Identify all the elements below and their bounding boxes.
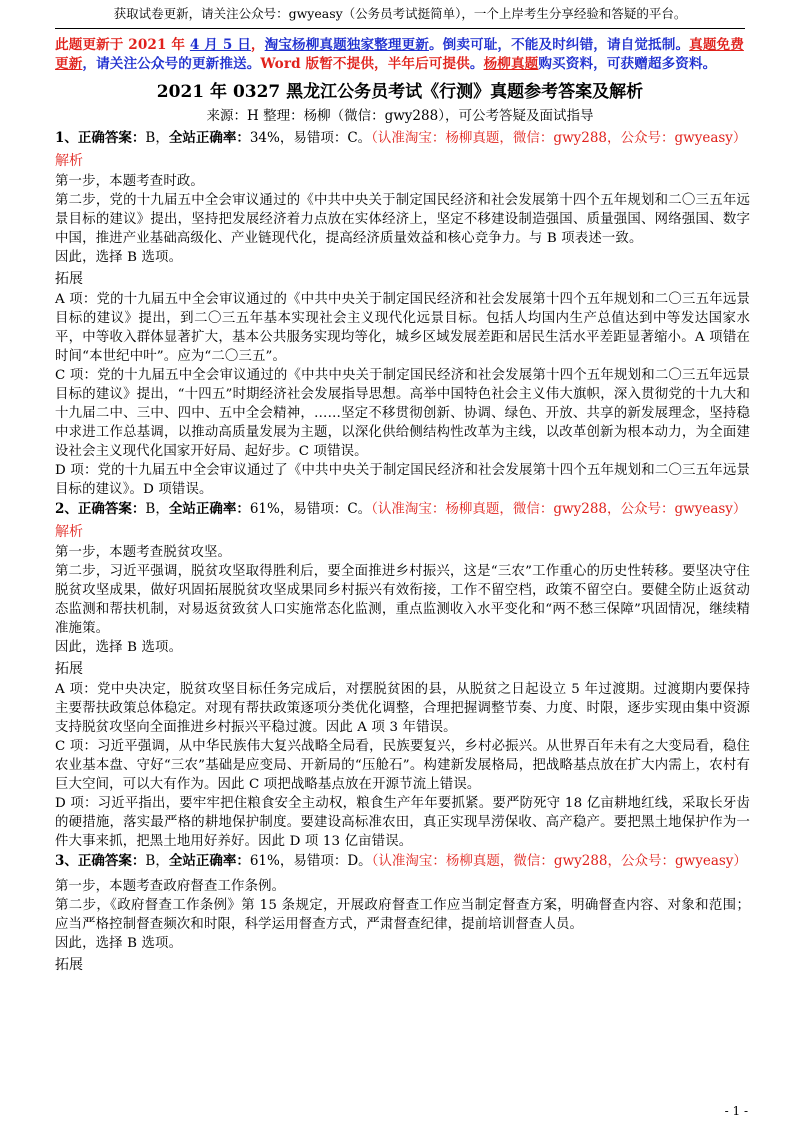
notice-text-2: ， xyxy=(250,37,265,53)
analysis-paragraph: 第二步，党的十九届五中全会审议通过的《中共中央关于制定国民经济和社会发展第十四个五年规划和二〇三五年远景目标的建议》提出，坚持把发展经济着力点放在实体经济上，坚定不移建设制造强国、质量强国、网络强国、数字中国，推进产业基础高级化、产业链现代化，提高经济质量效益和核心竞争力。与 B 项表述一致。 xyxy=(55,193,750,246)
notice-text-1: 此题更新于 2021 年 xyxy=(55,37,190,53)
promo-text: （认准淘宝：杨柳真题，微信：gwy288，公众号：gwyeasy） xyxy=(371,130,747,146)
questions-content xyxy=(55,128,750,976)
top-banner: 获取试卷更新，请关注公众号：gwyeasy（公务员考试挺简单），一个上岸考生分享经验和答疑的平台。 xyxy=(113,6,687,21)
question-answer-line: 1、正确答案：B，全站正确率：34%，易错项：C。（认准淘宝：杨柳真题，微信：gwy288，公众号：gwyeasy） xyxy=(55,130,747,146)
extension-paragraph: A 项：党中央决定，脱贫攻坚目标任务完成后，对摆脱贫困的县，从脱贫之日起设立 5 年过渡期。过渡期内要保持主要帮扶政策总体稳定。对现有帮扶政策逐项分类优化调整，合理把握调整节奏、力度、时限，逐步实现由集中资源支持脱贫攻坚向全面推进乡村振兴平稳过渡。因此 A 项 3 年错误。 xyxy=(55,682,750,735)
header-rule xyxy=(55,28,745,29)
question-block-3 xyxy=(55,851,750,976)
extension-heading: 拓展 xyxy=(55,271,83,287)
notice-text-4: ，请关注公众号的更新推送。 xyxy=(82,56,261,72)
analysis-paragraph: 第一步，本题考查时政。 xyxy=(55,174,204,189)
analysis-paragraph: 因此，选择 B 选项。 xyxy=(55,250,183,265)
analysis-paragraph: 第二步，习近平强调，脱贫攻坚取得胜利后，要全面推进乡村振兴，这是“三农”工作重心的历史性转移。要坚决守住脱贫攻坚成果，做好巩固拓展脱贫攻坚成果同乡村振兴有效衔接，工作不留空档，政策不留空白。要健全防止返贫动态监测和帮扶机制，对易返贫致贫人口实施常态化监测，重点监测收入水平变化和“两不愁三保障”巩固情况，继续精准施策。 xyxy=(55,564,750,636)
analysis-paragraph: 第二步，《政府督查工作条例》第 15 条规定，开展政府督查工作应当制定督查方案，明确督查内容、对象和范围；应当严格控制督查频次和时限，科学运用督查方式，严肃督查纪律，提前培训督查人员。 xyxy=(55,898,750,932)
notice-text-5: 。 xyxy=(469,56,484,72)
question-block-1 xyxy=(55,128,750,499)
extension-paragraph: D 项：习近平指出，要牢牢把住粮食安全主动权，粮食生产年年要抓紧。要严防死守 18 亿亩耕地红线，采取长牙齿的硬措施，落实最严格的耕地保护制度。要建设高标准农田，真正实现旱涝保收、高产稳产。要把黑土地保护作为一件大事来抓，把黑土地用好养好。因此 D 项 13 亿亩错误。 xyxy=(55,796,750,849)
analysis-heading: 解析 xyxy=(55,524,83,540)
analysis-paragraph: 因此，选择 B 选项。 xyxy=(55,936,183,951)
analysis-paragraph: 第一步，本题考查脱贫攻坚。 xyxy=(55,545,232,560)
analysis-heading: 解析 xyxy=(55,153,83,169)
document-source: 来源：H 整理：杨柳（微信：gwy288），可公考答疑及面试指导 xyxy=(206,108,594,124)
update-notice xyxy=(55,36,750,74)
notice-text-3: 。倒卖可耻，不能及时纠错，请自觉抵制。 xyxy=(428,37,690,53)
question-answer-line: 2、正确答案：B，全站正确率：61%，易错项：C。（认准淘宝：杨柳真题，微信：gwy288，公众号：gwyeasy） xyxy=(55,501,747,517)
notice-taobao-link[interactable]: 淘宝杨柳真题独家整理更新 xyxy=(264,37,429,53)
extension-paragraph: A 项：党的十九届五中全会审议通过的《中共中央关于制定国民经济和社会发展第十四个五年规划和二〇三五年远景目标的建议》提出，到二〇三五年基本实现社会主义现代化远景目标。包括人均国内生产总值达到中等发达国家水平，中等收入群体显著扩大，基本公共服务实现均等化，城乡区域发展差距和居民生活水平差距显著缩小。A 项错在时间“本世纪中叶”。应为“二〇三五”。 xyxy=(55,292,750,364)
extension-heading: 拓展 xyxy=(55,957,83,973)
document-title: 2021 年 0327 黑龙江公务员考试《行测》真题参考答案及解析 xyxy=(156,82,644,102)
notice-word-version: Word 版暂不提供，半年后可提供 xyxy=(260,56,470,72)
notice-date: 4 月 5 日 xyxy=(189,37,251,53)
extension-paragraph: C 项：党的十九届五中全会审议通过的《中共中央关于制定国民经济和社会发展第十四个五年规划和二〇三五年远景目标的建议》提出，“十四五”时期经济社会发展指导思想。高举中国特色社会主义伟大旗帜，深入贯彻党的十九大和十九届二中、三中、四中、五中全会精神，……坚定不移贯彻创新、协调、绿色、开放、共享的新发展理念，坚持稳中求进工作总基调，以推动高质量发展为主题，以深化供给侧结构性改革为主线，以改革创新为根本动力，为全面建设社会主义现代化国家开好局、起好步。C 项错误。 xyxy=(55,368,750,459)
extension-heading: 拓展 xyxy=(55,661,83,677)
notice-free-update: 真题免费更新 xyxy=(55,37,744,72)
promo-text: （认准淘宝：杨柳真题，微信：gwy288，公众号：gwyeasy） xyxy=(371,853,747,869)
notice-text-6: 购买资料，可获赠超多资料。 xyxy=(538,56,717,72)
question-answer-line: 3、正确答案：B，全站正确率：61%，易错项：D。（认准淘宝：杨柳真题，微信：gwy288，公众号：gwyeasy） xyxy=(55,853,747,869)
analysis-paragraph: 第一步，本题考查政府督查工作条例。 xyxy=(55,879,286,894)
extension-paragraph: C 项：习近平强调，从中华民族伟大复兴战略全局看，民族要复兴，乡村必振兴。从世界百年未有之大变局看，稳住农业基本盘、守好“三农”基础是应变局、开新局的“压舱石”。构建新发展格局，把战略基点放在扩大内需上，农村有巨大空间，可以大有作为。因此 C 项把战略基点放在开源节流上错误。 xyxy=(55,739,750,792)
promo-text: （认准淘宝：杨柳真题，微信：gwy288，公众号：gwyeasy） xyxy=(371,501,747,517)
page-number: - 1 - xyxy=(724,1104,748,1118)
question-block-2 xyxy=(55,499,750,851)
analysis-paragraph: 因此，选择 B 选项。 xyxy=(55,640,183,655)
notice-shop-link[interactable]: 杨柳真题 xyxy=(483,56,539,72)
extension-paragraph: D 项：党的十九届五中全会审议通过了《中共中央关于制定国民经济和社会发展第十四个五年规划和二〇三五年远景目标的建议》。D 项错误。 xyxy=(55,463,750,497)
